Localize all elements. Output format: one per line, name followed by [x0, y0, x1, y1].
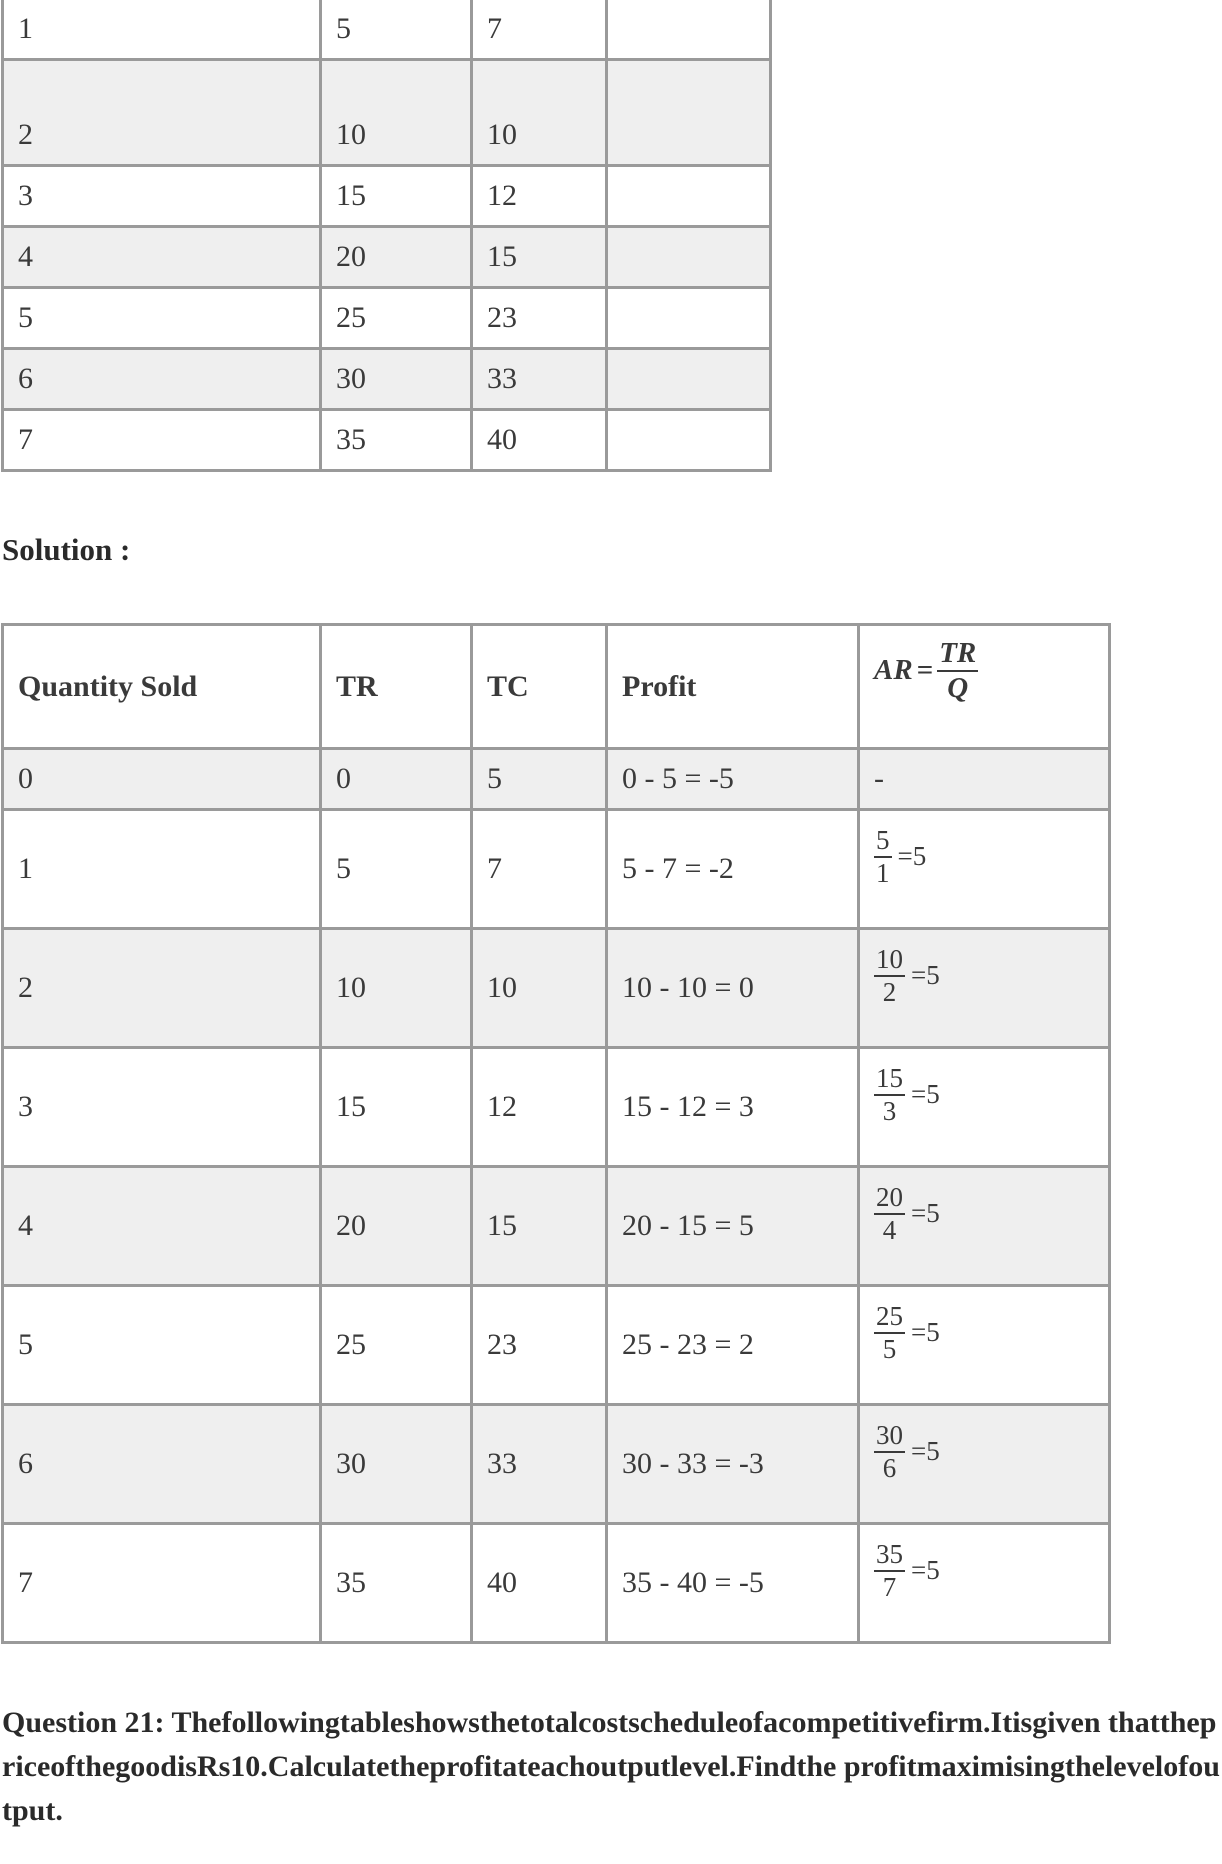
column-header: Profit — [607, 625, 859, 749]
table-cell: 5 — [321, 0, 472, 60]
table-cell — [607, 410, 771, 471]
tr-cell: 20 — [321, 1167, 472, 1286]
ar-result: =5 — [911, 1317, 940, 1347]
table-cell: 25 — [321, 288, 472, 349]
fraction — [874, 1183, 905, 1244]
table-cell: 15 — [321, 166, 472, 227]
table-cell: 10 — [472, 60, 607, 166]
solution-table — [1, 623, 1111, 1644]
table-cell: 20 — [321, 227, 472, 288]
quantity-cell: 1 — [3, 810, 321, 929]
fraction — [874, 1064, 905, 1125]
fraction-denominator: 4 — [882, 1214, 897, 1245]
fraction-numerator: 10 — [874, 945, 905, 976]
column-header: TR — [321, 625, 472, 749]
table-cell: 10 — [321, 60, 472, 166]
table-row — [3, 1048, 1110, 1167]
fraction-denominator: 3 — [882, 1095, 897, 1126]
profit-cell: 30 - 33 = -3 — [607, 1405, 859, 1524]
profit-cell: 25 - 23 = 2 — [607, 1286, 859, 1405]
tc-cell: 5 — [472, 749, 607, 810]
ar-result: =5 — [897, 841, 927, 871]
table-row — [3, 166, 771, 227]
table-row — [3, 410, 771, 471]
table-cell: 2 — [3, 60, 321, 166]
table-cell: 30 — [321, 349, 472, 410]
fraction — [874, 1540, 905, 1601]
table-row — [3, 1524, 1110, 1643]
ar-fraction — [874, 1421, 940, 1482]
table-cell: 40 — [472, 410, 607, 471]
continuation-table — [1, 0, 772, 472]
fraction-denominator: Q — [947, 671, 969, 704]
table-row — [3, 810, 1110, 929]
ar-fraction — [874, 945, 940, 1006]
ar-column-header — [859, 625, 1110, 749]
tr-cell: 15 — [321, 1048, 472, 1167]
table-row — [3, 227, 771, 288]
tc-cell: 12 — [472, 1048, 607, 1167]
tr-cell: 10 — [321, 929, 472, 1048]
solution-heading: Solution : — [2, 532, 131, 567]
table-row — [3, 60, 771, 166]
table-cell — [607, 166, 771, 227]
tc-cell: 15 — [472, 1167, 607, 1286]
ar-formula — [874, 638, 978, 703]
ar-result: =5 — [911, 960, 940, 990]
tr-cell: 30 — [321, 1405, 472, 1524]
fraction — [874, 826, 892, 887]
table-row — [3, 1405, 1110, 1524]
profit-cell: 35 - 40 = -5 — [607, 1524, 859, 1643]
table-row — [3, 0, 771, 60]
ar-formula-equals: = — [916, 654, 934, 686]
table-cell: 5 — [3, 288, 321, 349]
table-cell — [607, 288, 771, 349]
ar-fraction — [874, 1183, 940, 1244]
ar-result: =5 — [911, 1436, 940, 1466]
fraction — [874, 945, 905, 1006]
fraction-numerator: TR — [937, 638, 978, 671]
table-cell: 1 — [3, 0, 321, 60]
ar-cell — [859, 1524, 1110, 1643]
tc-cell: 40 — [472, 1524, 607, 1643]
tc-cell: 23 — [472, 1286, 607, 1405]
ar-cell — [859, 929, 1110, 1048]
tc-cell: 10 — [472, 929, 607, 1048]
table-cell: 4 — [3, 227, 321, 288]
profit-cell: 20 - 15 = 5 — [607, 1167, 859, 1286]
column-header: TC — [472, 625, 607, 749]
ar-cell — [859, 810, 1110, 929]
fraction-denominator: 2 — [882, 976, 897, 1007]
ar-cell — [859, 1167, 1110, 1286]
ar-result: =5 — [911, 1555, 940, 1585]
ar-cell — [859, 1286, 1110, 1405]
table-row — [3, 929, 1110, 1048]
fraction-numerator: 30 — [874, 1421, 905, 1452]
profit-cell: 5 - 7 = -2 — [607, 810, 859, 929]
fraction — [874, 1302, 905, 1363]
fraction-numerator: 35 — [874, 1540, 905, 1571]
tr-cell: 25 — [321, 1286, 472, 1405]
quantity-cell: 7 — [3, 1524, 321, 1643]
table-row — [3, 749, 1110, 810]
ar-fraction — [874, 1540, 940, 1601]
quantity-cell: 2 — [3, 929, 321, 1048]
table-row — [3, 349, 771, 410]
ar-formula-lhs: AR — [874, 654, 913, 686]
table-cell: 6 — [3, 349, 321, 410]
fraction — [874, 1421, 905, 1482]
table-row — [3, 1167, 1110, 1286]
ar-cell — [859, 1048, 1110, 1167]
table-row — [3, 1286, 1110, 1405]
fraction-numerator: 20 — [874, 1183, 905, 1214]
ar-fraction — [874, 826, 926, 887]
profit-cell: 10 - 10 = 0 — [607, 929, 859, 1048]
table-cell: 23 — [472, 288, 607, 349]
ar-result: =5 — [911, 1079, 940, 1109]
fraction-denominator: 5 — [882, 1333, 897, 1364]
fraction-numerator: 15 — [874, 1064, 905, 1095]
table-cell: 35 — [321, 410, 472, 471]
ar-formula-fraction — [937, 638, 978, 703]
tc-cell: 33 — [472, 1405, 607, 1524]
ar-fraction — [874, 1064, 940, 1125]
quantity-cell: 0 — [3, 749, 321, 810]
table-cell: 15 — [472, 227, 607, 288]
ar-cell: - — [859, 749, 1110, 810]
table-header-row — [3, 625, 1110, 749]
table-cell: 33 — [472, 349, 607, 410]
profit-cell: 15 - 12 = 3 — [607, 1048, 859, 1167]
table-row — [3, 288, 771, 349]
table-cell — [607, 349, 771, 410]
tr-cell: 0 — [321, 749, 472, 810]
table-cell: 12 — [472, 166, 607, 227]
profit-cell: 0 - 5 = -5 — [607, 749, 859, 810]
fraction-numerator: 25 — [874, 1302, 905, 1333]
tr-cell: 35 — [321, 1524, 472, 1643]
table-cell — [607, 227, 771, 288]
fraction-denominator: 7 — [882, 1571, 897, 1602]
table-cell — [607, 0, 771, 60]
fraction-numerator: 5 — [874, 826, 892, 857]
tr-cell: 5 — [321, 810, 472, 929]
quantity-cell: 4 — [3, 1167, 321, 1286]
table-cell: 3 — [3, 166, 321, 227]
table-cell — [607, 60, 771, 166]
fraction-denominator: 6 — [882, 1452, 897, 1483]
question-text: Question 21: Thefollowingtableshowsthetotalcostscheduleofacompetitivefirm.Itisgiven thatthepriceofthegoodisRs10.Calculatetheprofitateachoutputlevel.Findthe profitmaximisingthelevelofoutput. — [2, 1706, 1220, 1827]
ar-cell — [859, 1405, 1110, 1524]
quantity-cell: 3 — [3, 1048, 321, 1167]
fraction-denominator: 1 — [876, 857, 890, 888]
quantity-cell: 6 — [3, 1405, 321, 1524]
quantity-cell: 5 — [3, 1286, 321, 1405]
column-header: Quantity Sold — [3, 625, 321, 749]
table-cell: 7 — [3, 410, 321, 471]
tc-cell: 7 — [472, 810, 607, 929]
ar-result: =5 — [911, 1198, 940, 1228]
table-cell: 7 — [472, 0, 607, 60]
ar-fraction — [874, 1302, 940, 1363]
